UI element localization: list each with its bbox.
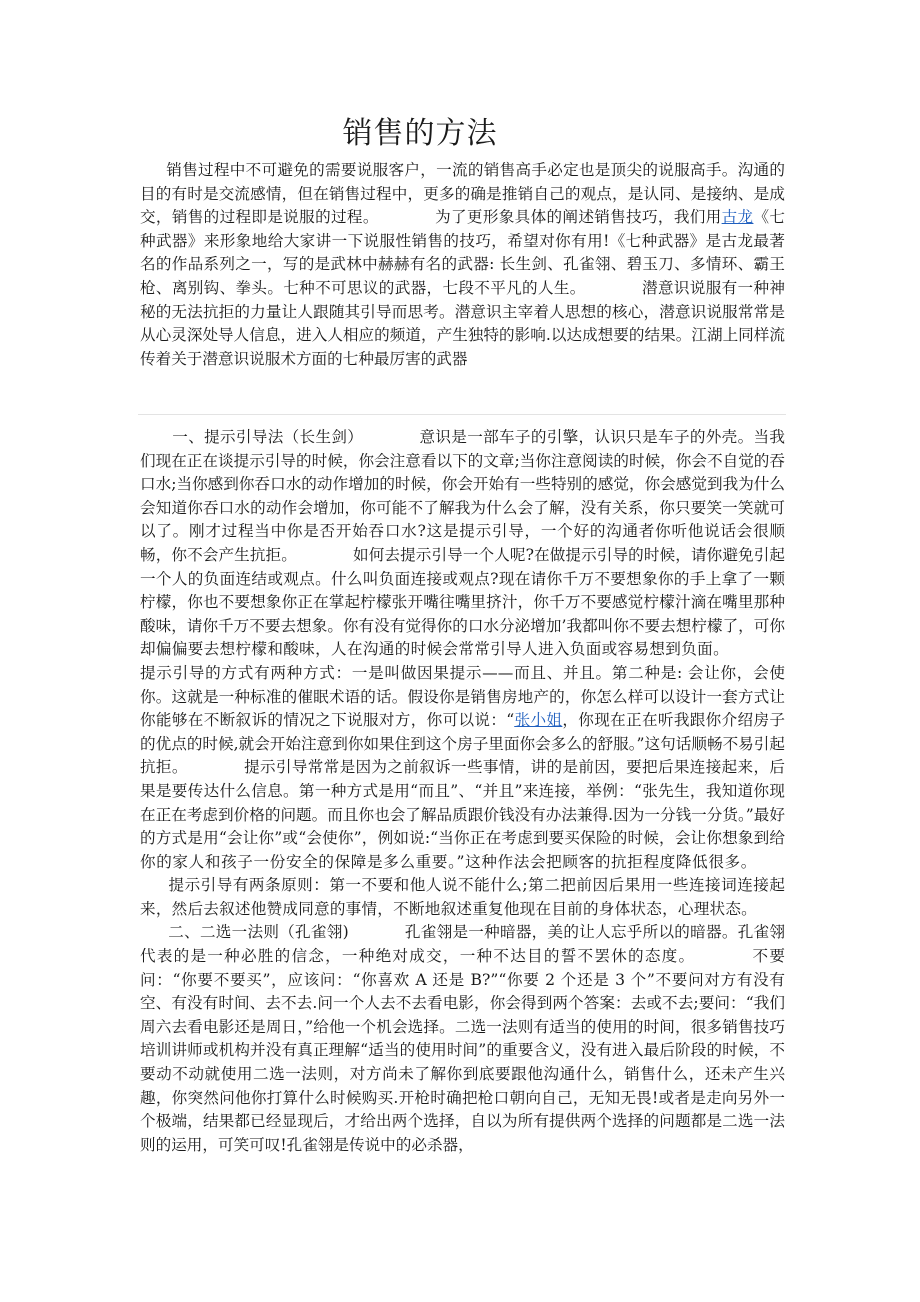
section-divider [138,414,786,415]
body-text-1: 意识是一部车子的引擎，认识只是车子的外壳。当我们现在正在谈提示引导的时候，你会注意看以下的文章;当你注意阅读的时候，你会不自觉的吞口水;当你感到你吞口水的动作增加的时候，你会开始有一些特别的感觉，你会感觉到我为什么会知道你吞口水的动作会增加，你可能不了解我为什么会了解，没有关系，你只要笑一笑就可以了。刚才过程当中你是否开始吞口水?这是提示引导，一个好的沟通者你听他说话会很顺畅，你不会产生抗拒。 [140,428,785,564]
body-text-2: 如何去提示引导一个人呢?在做提示引导的时候，请你避免引起一个人的负面连结或观点。什么叫负面连接或观点?现在请你千万不要想象你的手上拿了一颗柠檬，你也不要想象你正在掌起柠檬张开嘴往嘴里挤汁，你千万不要感觉柠檬汁滴在嘴里那种酸味，请你千万不要去想象。你有没有觉得你的口水分泌增加’我都叫你不要去想柠檬了，可你却偏偏要去想柠檬和酸味，人在沟通的时候会常常引导人进入负面或容易想到负面。 [140,545,785,659]
body-text-3a: 提示引导的方式有两种方式：一是叫做因果提示——而且、并且。第二种是: 会让你，会使你。这就是一种标准的催眠术语的话。假设你是销售房地产的，你怎么样可以设计一套方式让你能够在不断叙诉的情况之下说服对方，你可以说：“ [140,663,785,730]
heading-method-2: 二、二选一法则（孔雀翎) [168,923,349,942]
intro-sentence-2b: 《七种武器》来形象地给大家讲一下说服性销售的技巧，希望对你有用!《七种武器》是古龙最著名的作品系列之一，写的是武林中赫赫有名的武器: 长生剑、孔雀翎、碧玉刀、多情环、霸王枪、离别钩、拳头。七种不可思议的武器，七段不平凡的人生。 [140,208,785,297]
intro-paragraph [140,159,785,371]
body-text-6: 孔雀翎是一种暗器，美的让人忘乎所以的暗器。孔雀翎代表的是一种必胜的信念，一种绝对成交，一种不达目的誓不罢休的态度。 [140,923,785,966]
page-title: 销售的方法 [342,116,498,151]
miss-zhang-link[interactable]: 张小姐 [514,711,563,730]
intro-sentence-1: 销售过程中不可避免的需要说服客户，一流的销售高手必定也是顶尖的说服高手。沟通的目的有时是交流感情，但在销售过程中，更多的确是推销自己的观点，是认同、是接纳、是成交，销售的过程即是说服的过程。 [140,161,785,227]
body-text-3b: ，你现在正在听我跟你介绍房子的优点的时候,就会开始注意到你如果住到这个房子里面你会多么的舒服。”这句话顺畅不易引起抗拒。 [140,711,785,777]
intro-sentence-2a: 为了更形象具体的阐述销售技巧，我们用 [434,208,722,227]
body-paragraph [140,426,785,1157]
heading-method-1: 一、提示引导法（长生剑） [172,428,364,446]
intro-sentence-3: 潜意识说服有一种神秘的无法抗拒的力量让人跟随其引导而思考。潜意识主宰着人思想的核心，潜意识说服常常是从心灵深处导人信息，进入人相应的频道，产生独特的影响.以达成想要的结果。江湖上同样流传着关于潜意识说服术方面的七种最厉害的武器 [140,278,785,368]
body-text-4: 提示引导常常是因为之前叙诉一些事情，讲的是前因，要把后果连接起来，后果是要传达什么信息。第一种方式是用“而且”、“并且”来连接，举例：“张先生，我知道你现在正在考虑到价格的问题。而且你也会了解品质跟价钱没有办法兼得.因为一分钱一分货。”最好的方式是用“会让你”或“会使你”，例如说:“当你正在考虑到要买保险的时候，会让你想象到给你的家人和孩子一份安全的保障是多么重要。”这种作法会把顾客的抗拒程度降低很多。 [140,758,785,871]
body-text-5: 提示引导有两条原则：第一不要和他人说不能什么;第二把前因后果用一些连接词连接起来，然后去叙述他赞成同意的事情，不断地叙述重复他现在目前的身体状态，心理状态。 [140,876,785,918]
body-text-7: 不要问：“你要不要买”，应该问：“你喜欢 A 还是 B?”“你要 2 个还是 3 个”不要问对方有没有空、有没有时间、去不去.问一个人去不去看电影，你会得到两个答案：去或不去;要问：“我们周六去看电影还是周日，”给他一个机会选择。二选一法则有适当的使用的时间，很多销售技巧培训讲师或机构并没有真正理解“适当的使用时间”的重要含义，没有进入最后阶段的时候，不要动不动就使用二选一法则，对方尚未了解你到底要跟他沟通什么，销售什么，还未产生兴趣，你突然问他你打算什么时候购买.开枪时确把枪口朝向自己，无知无畏!或者是走向另外一个极端，结果都已经显现后，才给出两个选择，自以为所有提供两个选择的问题都是二选一法则的运用，可笑可叹!孔雀翎是传说中的必杀器， [140,947,785,1154]
gulong-link[interactable]: 古龙 [721,208,754,227]
